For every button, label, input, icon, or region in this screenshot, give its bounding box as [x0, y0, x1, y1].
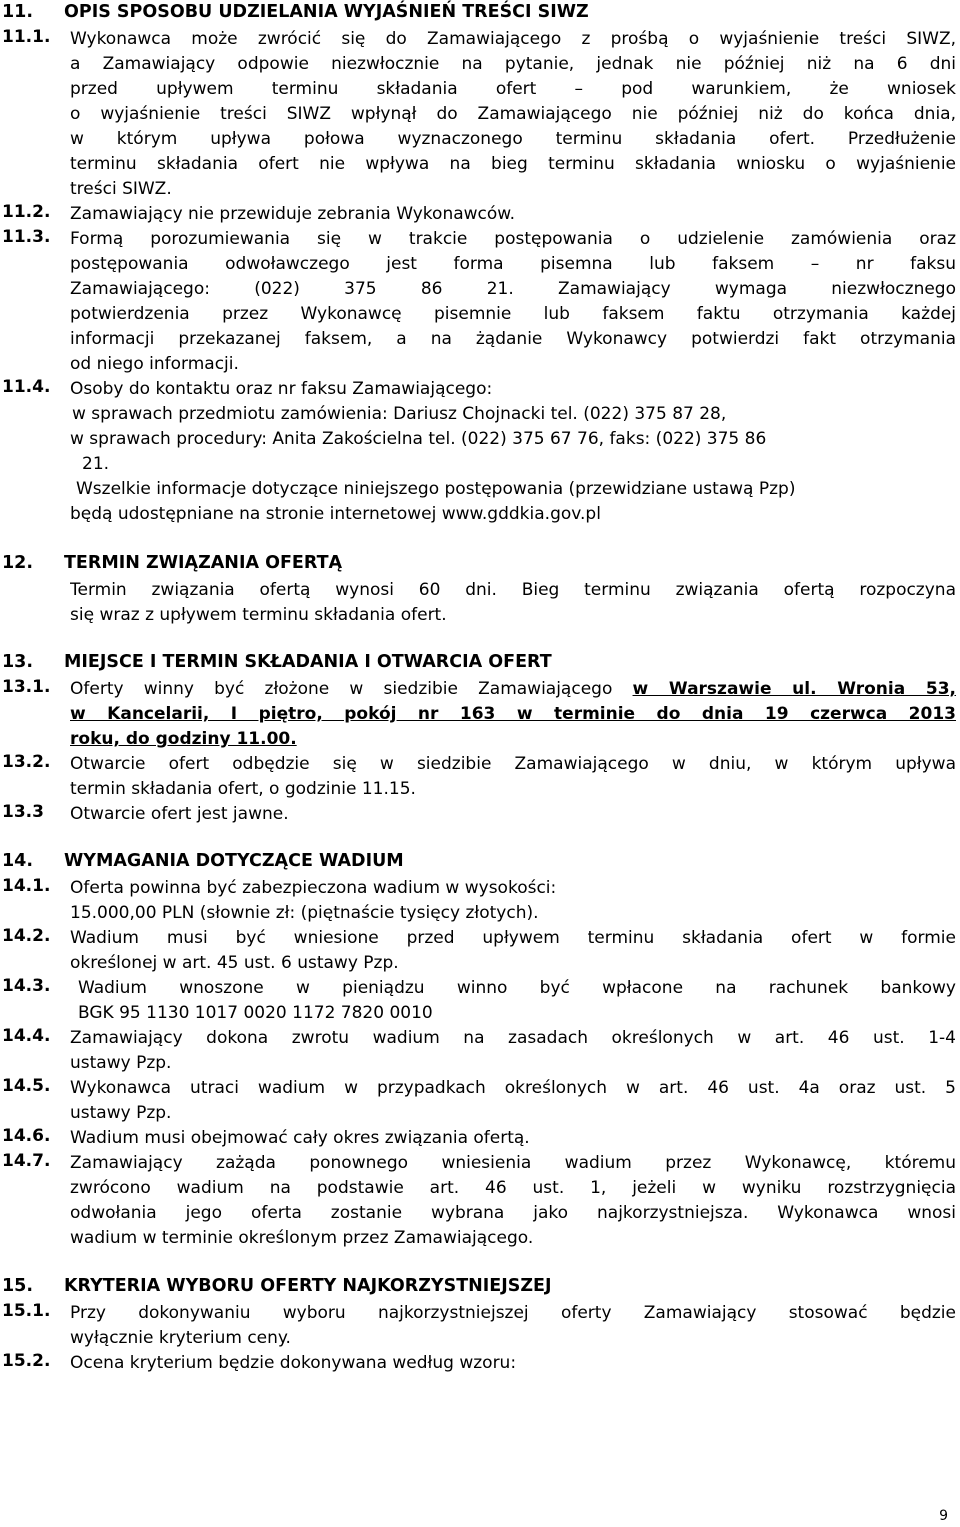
- section-number: 11.: [2, 2, 34, 22]
- text-line: Przy dokonywaniu wyboru najkorzystniejszej oferty Zamawiający stosować będzie: [70, 1303, 956, 1323]
- text-line: [70, 727, 956, 752]
- text-line: Wadium musi obejmować cały okres związania ofertą.: [70, 1128, 530, 1148]
- contact-line: w sprawach przedmiotu zamówienia: Dariusz Chojnacki tel. (022) 375 87 28,: [72, 404, 727, 424]
- paragraph-number: 11.1.: [2, 27, 51, 47]
- text-line: postępowania odwoławczego jest forma pisemna lub faksem – nr faksu: [70, 254, 956, 274]
- paragraph-14-5: [2, 1076, 956, 1126]
- deadline-text: roku, do godziny 11.00.: [70, 729, 297, 749]
- paragraph-number: 14.4.: [2, 1026, 51, 1046]
- section-number: 12.: [2, 553, 34, 573]
- paragraph-number: 11.3.: [2, 227, 51, 247]
- text-line: Zamawiającego: (022) 375 86 21. Zamawiający wymaga niezwłocznego: [70, 279, 956, 299]
- text-line: ustawy Pzp.: [70, 1103, 172, 1123]
- paragraph-number: 15.2.: [2, 1351, 51, 1371]
- text-line: Wadium musi być wniesione przed upływem terminu składania ofert w formie: [70, 928, 956, 948]
- text-line: Oferta powinna być zabezpieczona wadium w wysokości:: [70, 878, 557, 898]
- text-line: będą udostępniane na stronie internetowej www.gddkia.gov.pl: [70, 504, 601, 524]
- text-line: informacji przekazanej faksem, a na żądanie Wykonawcy potwierdzi fakt otrzymania: [70, 329, 956, 349]
- paragraph-13-2: [2, 752, 956, 802]
- contact-line: 21.: [82, 454, 110, 474]
- location-text: w Kancelarii, I piętro, pokój nr 163 w terminie do dnia 19 czerwca 2013: [70, 704, 956, 724]
- text-line: Wszelkie informacje dotyczące niniejszego postępowania (przewidziane ustawą Pzp): [76, 479, 796, 499]
- paragraph-14-2: [2, 926, 956, 976]
- text-line: o wyjaśnienie treści SIWZ wpłynął do Zamawiającego nie później niż do końca dnia,: [70, 104, 956, 124]
- page-number: 9: [939, 1508, 948, 1524]
- section-number: 15.: [2, 1276, 34, 1296]
- text-line: Zamawiający dokona zwrotu wadium na zasadach określonych w art. 46 ust. 1-4: [70, 1028, 956, 1048]
- paragraph-14-1: [2, 876, 956, 926]
- text-line: przed upływem terminu składania ofert – pod warunkiem, że wniosek: [70, 79, 956, 99]
- paragraph-number: 14.5.: [2, 1076, 51, 1096]
- paragraph-number: 14.2.: [2, 926, 51, 946]
- paragraph-13-1: [2, 677, 956, 752]
- text-line: zwrócono wadium na podstawie art. 46 ust. 1, jeżeli w wyniku rozstrzygnięcia: [70, 1178, 956, 1198]
- contact-line: w sprawach procedury: Anita Zakościelna tel. (022) 375 67 76, faks: (022) 375 86: [70, 429, 767, 449]
- section-13-heading: [2, 652, 552, 672]
- paragraph-number: 14.7.: [2, 1151, 51, 1171]
- section-12-heading: [2, 553, 342, 573]
- section-11-heading: [2, 2, 589, 22]
- paragraph-11-4: [2, 377, 956, 527]
- paragraph-15-2: [2, 1351, 956, 1376]
- paragraph-number: 14.3.: [2, 976, 51, 996]
- section-title: TERMIN ZWIĄZANIA OFERTĄ: [64, 553, 343, 573]
- section-title: KRYTERIA WYBORU OFERTY NAJKORZYSTNIEJSZEJ: [64, 1276, 552, 1296]
- section-number: 14.: [2, 851, 34, 871]
- paragraph-13-3: [2, 802, 956, 827]
- paragraph-number: 13.3: [2, 802, 44, 822]
- text-line: Termin związania ofertą wynosi 60 dni. Bieg terminu związania ofertą rozpoczyna: [70, 580, 956, 600]
- section-14-heading: [2, 851, 404, 871]
- text-line: Osoby do kontaktu oraz nr faksu Zamawiającego:: [70, 379, 493, 399]
- paragraph-11-1: [2, 27, 956, 202]
- text-line: wyłącznie kryterium ceny.: [70, 1328, 291, 1348]
- paragraph-12: [2, 578, 956, 628]
- text-line: [70, 677, 956, 702]
- paragraph-number: 11.4.: [2, 377, 51, 397]
- text-line: potwierdzenia przez Wykonawcę pisemnie lub faksem faktu otrzymania każdej: [70, 304, 956, 324]
- text-line: Wykonawca może zwrócić się do Zamawiającego z prośbą o wyjaśnienie treści SIWZ,: [70, 29, 956, 49]
- paragraph-number: 14.1.: [2, 876, 51, 896]
- bank-account-text: BGK 95 1130 1017 0020 1172 7820 0010: [78, 1003, 433, 1023]
- location-text: w Warszawie ul. Wronia 53,: [632, 679, 956, 699]
- text-line: Zamawiający nie przewiduje zebrania Wykonawców.: [70, 204, 516, 224]
- text-line: termin składania ofert, o godzinie 11.15.: [70, 779, 416, 799]
- text-line: ustawy Pzp.: [70, 1053, 172, 1073]
- text-line: w którym upływa połowa wyznaczonego terminu składania ofert. Przedłużenie: [70, 129, 956, 149]
- text-segment: Oferty winny być złożone w siedzibie Zamawiającego: [70, 679, 633, 699]
- paragraph-number: 14.6.: [2, 1126, 51, 1146]
- text-line: określonej w art. 45 ust. 6 ustawy Pzp.: [70, 953, 399, 973]
- text-line: Otwarcie ofert jest jawne.: [70, 804, 289, 824]
- text-line: Zamawiający zażąda ponownego wniesienia wadium przez Wykonawcę, któremu: [70, 1153, 956, 1173]
- text-line: a Zamawiający odpowie niezwłocznie na pytanie, jednak nie później niż na 6 dni: [70, 54, 956, 74]
- paragraph-11-3: [2, 227, 956, 377]
- paragraph-14-6: [2, 1126, 956, 1151]
- section-number: 13.: [2, 652, 34, 672]
- text-line: Wadium wnoszone w pieniądzu winno być wpłacone na rachunek bankowy: [78, 978, 956, 998]
- text-line: Otwarcie ofert odbędzie się w siedzibie Zamawiającego w dniu, w którym upływa: [70, 754, 956, 774]
- section-title: OPIS SPOSOBU UDZIELANIA WYJAŚNIEŃ TREŚCI SIWZ: [64, 2, 589, 22]
- text-line: terminu składania ofert nie wpływa na bieg terminu składania wniosku o wyjaśnienie: [70, 154, 956, 174]
- paragraph-15-1: [2, 1301, 956, 1351]
- section-15-heading: [2, 1276, 552, 1296]
- text-line: treści SIWZ.: [70, 179, 172, 199]
- paragraph-11-2: [2, 202, 956, 227]
- paragraph-14-4: [2, 1026, 956, 1076]
- text-line: 15.000,00 PLN (słownie zł: (piętnaście tysięcy złotych).: [70, 903, 539, 923]
- paragraph-number: 11.2.: [2, 202, 51, 222]
- text-line: odwołania jego oferta zostanie wybrana jako najkorzystniejsza. Wykonawca wnosi: [70, 1203, 956, 1223]
- text-line: Wykonawca utraci wadium w przypadkach określonych w art. 46 ust. 4a oraz ust. 5: [70, 1078, 956, 1098]
- section-title: MIEJSCE I TERMIN SKŁADANIA I OTWARCIA OFERT: [64, 652, 552, 672]
- text-line: wadium w terminie określonym przez Zamawiającego.: [70, 1228, 534, 1248]
- paragraph-14-3: [2, 976, 956, 1026]
- paragraph-number: 13.1.: [2, 677, 51, 697]
- text-line: [70, 702, 956, 727]
- text-line: Ocena kryterium będzie dokonywana według wzoru:: [70, 1353, 517, 1373]
- paragraph-number: 15.1.: [2, 1301, 51, 1321]
- section-title: WYMAGANIA DOTYCZĄCE WADIUM: [64, 851, 404, 871]
- text-line: od niego informacji.: [70, 354, 239, 374]
- paragraph-number: 13.2.: [2, 752, 51, 772]
- text-line: Formą porozumiewania się w trakcie postępowania o udzielenie zamówienia oraz: [70, 229, 956, 249]
- paragraph-14-7: [2, 1151, 956, 1251]
- text-line: się wraz z upływem terminu składania ofert.: [70, 605, 447, 625]
